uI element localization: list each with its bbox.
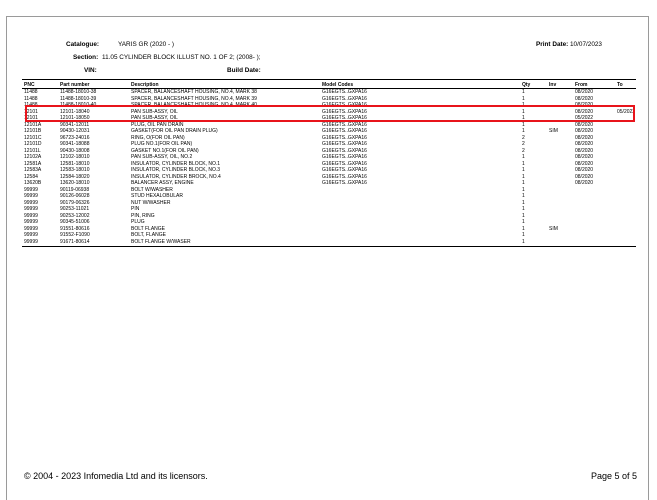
cell-from: 08/2020	[575, 121, 594, 128]
table-row	[22, 96, 636, 102]
cell-description: BOLT FLANGE W/WASER	[131, 238, 191, 245]
cell-qty: 1	[522, 160, 525, 167]
header-rule	[22, 79, 636, 80]
cell-description: SPACER, BALANCESHAFT HOUSING, NO.4, MARK 38	[131, 89, 257, 95]
cell-from: 08/2020	[575, 180, 594, 186]
cell-part-number: 96723-24016	[60, 134, 90, 141]
print-date-value: 10/07/2023	[570, 41, 602, 48]
cell-description: GASKET(FOR OIL PAN DRAIN PLUG)	[131, 128, 218, 134]
cell-from: 08/2020	[575, 154, 594, 160]
cell-qty: 1	[522, 89, 525, 95]
cell-model-codes: G16EGTS..GXPA16	[322, 95, 367, 102]
cell-description: PLUG, OIL PAN DRAIN	[131, 121, 184, 128]
section-label: Section:	[73, 54, 99, 61]
build-date-label: Build Date:	[227, 67, 261, 74]
table-row	[22, 200, 636, 206]
cell-description: PLUG	[131, 219, 145, 225]
vin-label: VIN:	[84, 67, 97, 74]
cell-pnc: 99999	[24, 212, 38, 219]
cell-description: SPACER, BALANCESHAFT HOUSING, NO.4, MARK 39	[131, 95, 257, 102]
table-row	[22, 89, 636, 95]
table-row	[22, 122, 636, 128]
cell-model-codes: G16EGTS..GXPA16	[322, 154, 367, 160]
col-inv: Inv	[549, 82, 557, 88]
col-description: Description	[131, 82, 159, 88]
cell-from: 08/2020	[575, 134, 594, 141]
cell-to: 05/2022	[617, 108, 636, 115]
cell-pnc: 11488	[24, 102, 38, 108]
cell-pnc: 12101	[24, 115, 38, 121]
col-model-codes: Model Codes	[322, 82, 354, 88]
cell-part-number: 12583-18010	[60, 167, 90, 173]
cell-part-number: 90126-06028	[60, 193, 90, 199]
cell-part-number: 11488-18010-39	[60, 95, 97, 102]
cell-pnc: 13620B	[24, 180, 42, 186]
cell-qty: 1	[522, 206, 525, 212]
table-row	[22, 154, 636, 160]
cell-qty: 1	[522, 115, 525, 121]
cell-pnc: 12101D	[24, 141, 42, 147]
table-row	[22, 187, 636, 193]
cell-description: INSULATOR, CYLINDER BROCK, NO.4	[131, 173, 221, 180]
cell-from: 08/2020	[575, 167, 594, 173]
cell-part-number: 91671-80614	[60, 238, 90, 245]
catalogue-label: Catalogue:	[66, 41, 100, 48]
cell-model-codes: G16EGTS..GXPA16	[322, 115, 367, 121]
table-row	[22, 232, 636, 238]
cell-qty: 1	[522, 225, 525, 232]
cell-from: 08/2020	[575, 102, 594, 108]
table-row	[22, 226, 636, 232]
section-value: 11.05 CYLINDER BLOCK ILLUST NO. 1 OF 2; (2008- );	[102, 54, 261, 61]
cell-qty: 1	[522, 238, 525, 245]
cell-part-number: 90253-12002	[60, 212, 90, 219]
cell-qty: 1	[522, 219, 525, 225]
cell-qty: 1	[522, 121, 525, 128]
cell-pnc: 99999	[24, 219, 38, 225]
cell-model-codes: G16EGTS..GXPA16	[322, 128, 367, 134]
cell-description: PLUG NO.1(FOR OIL PAN)	[131, 141, 193, 147]
catalogue-value: YARIS GR (2020 - )	[118, 41, 174, 48]
cell-part-number: 12581-18010	[60, 160, 90, 167]
cell-pnc: 12101C	[24, 134, 42, 141]
cell-pnc: 12102A	[24, 154, 42, 160]
cell-pnc: 11488	[24, 89, 38, 95]
cell-description: RING, O(FOR OIL PAN)	[131, 134, 185, 141]
cell-description: NUT W/WASHER	[131, 199, 171, 206]
cell-part-number: 90179-06326	[60, 199, 90, 206]
cell-description: BOLT, FLANGE	[131, 232, 166, 238]
table-row	[22, 148, 636, 154]
cell-part-number: 90345-51006	[60, 219, 90, 225]
cell-description: PAN SUB-ASSY, OIL, NO.2	[131, 154, 193, 160]
table-bottom-rule	[22, 246, 636, 247]
cell-description: PIN, RING	[131, 212, 155, 219]
cell-part-number: 90253-11021	[60, 206, 90, 212]
cell-model-codes: G16EGTS..GXPA16	[322, 134, 367, 141]
cell-pnc: 12101B	[24, 128, 42, 134]
cell-part-number: 12101-18050	[60, 115, 90, 121]
cell-pnc: 99999	[24, 186, 38, 193]
cell-inv: SIM	[549, 225, 558, 232]
cell-pnc: 12101A	[24, 121, 42, 128]
cell-description: PAN SUB-ASSY, OIL	[131, 115, 178, 121]
cell-pnc: 12101	[24, 108, 38, 115]
cell-qty: 1	[522, 232, 525, 238]
cell-qty: 1	[522, 128, 525, 134]
col-qty: Qty	[522, 82, 531, 88]
cell-part-number: 90341-18088	[60, 141, 90, 147]
cell-from: 08/2020	[575, 128, 594, 134]
cell-pnc: 12581A	[24, 160, 42, 167]
cell-model-codes: G16EGTS..GXPA16	[322, 89, 367, 95]
cell-from: 08/2020	[575, 160, 594, 167]
cell-description: BOLT FLANGE	[131, 225, 165, 232]
table-row	[22, 128, 636, 134]
cell-from: 08/2020	[575, 95, 594, 102]
table-row	[22, 167, 636, 173]
col-part-number: Part number	[60, 82, 90, 88]
cell-from: 08/2020	[575, 173, 594, 180]
cell-qty: 1	[522, 154, 525, 160]
cell-qty: 1	[522, 167, 525, 173]
cell-qty: 1	[522, 212, 525, 219]
cell-pnc: 12584	[24, 173, 38, 180]
cell-pnc: 99999	[24, 206, 38, 212]
cell-qty: 1	[522, 199, 525, 206]
cell-model-codes: G16EGTS..GXPA16	[322, 173, 367, 180]
col-pnc: PNC	[24, 82, 35, 88]
table-row	[22, 180, 636, 186]
cell-part-number: 11488-18010-40	[60, 102, 97, 108]
cell-description: BOLT W/WASHER	[131, 186, 173, 193]
cell-description: BALANCER ASSY, ENGINE	[131, 180, 194, 186]
table-row	[22, 135, 636, 141]
table-row	[22, 213, 636, 219]
table-row	[22, 161, 636, 167]
cell-qty: 1	[522, 186, 525, 193]
cell-description: STUD HEXALOBULAR	[131, 193, 183, 199]
copyright-text: © 2004 - 2023 Infomedia Ltd and its licensors.	[24, 471, 208, 481]
col-to: To	[617, 82, 623, 88]
cell-pnc: 12583A	[24, 167, 42, 173]
table-row	[22, 219, 636, 225]
table-row	[22, 206, 636, 212]
cell-qty: 2	[522, 141, 525, 147]
cell-description: GASKET NO.1(FOR OIL PAN)	[131, 147, 199, 154]
cell-part-number: 90119-06938	[60, 186, 90, 193]
cell-part-number: 12584-18020	[60, 173, 90, 180]
cell-part-number: 11488-18010-38	[60, 89, 97, 95]
cell-from: 08/2020	[575, 141, 594, 147]
cell-description: PIN	[131, 206, 140, 212]
cell-description: INSULATOR, CYLINDER BLOCK, NO.1	[131, 160, 221, 167]
cell-pnc: 99999	[24, 193, 38, 199]
cell-model-codes: G16EGTS..GXPA16	[322, 160, 367, 167]
table-row	[22, 239, 636, 245]
cell-qty: 2	[522, 147, 525, 154]
cell-qty: 1	[522, 95, 525, 102]
table-row	[22, 174, 636, 180]
cell-part-number: 12102-18010	[60, 154, 90, 160]
parts-document	[22, 36, 636, 256]
cell-pnc: 12101L	[24, 147, 41, 154]
cell-qty: 1	[522, 108, 525, 115]
cell-pnc: 99999	[24, 199, 38, 206]
cell-part-number: 90341-12011	[60, 121, 90, 128]
cell-part-number: 91551-80616	[60, 225, 90, 232]
cell-part-number: 91552-F1090	[60, 232, 90, 238]
highlight-box	[25, 105, 635, 122]
col-from: From	[575, 82, 588, 88]
cell-part-number: 12101-18040	[60, 108, 90, 115]
cell-model-codes: G16EGTS..GXPA16	[322, 108, 367, 115]
print-date-label: Print Date:	[536, 41, 569, 48]
cell-model-codes: G16EGTS..GXPA16	[322, 102, 367, 108]
cell-inv: SIM	[549, 128, 558, 134]
cell-qty: 1	[522, 180, 525, 186]
cell-pnc: 11488	[24, 95, 38, 102]
cell-pnc: 99999	[24, 238, 38, 245]
cell-model-codes: G16EGTS..GXPA16	[322, 121, 367, 128]
page-number: Page 5 of 5	[590, 471, 637, 481]
cell-qty: 1	[522, 102, 525, 108]
cell-from: 08/2020	[575, 89, 594, 95]
cell-description: SPACER, BALANCESHAFT HOUSING, NO.4, MARK 40	[131, 102, 257, 108]
cell-description: PAN SUB-ASSY, OIL	[131, 108, 178, 115]
cell-model-codes: G16EGTS..GXPA16	[322, 147, 367, 154]
table-row	[22, 193, 636, 199]
cell-description: INSULATOR, CYLINDER BLOCK, NO.3	[131, 167, 221, 173]
cell-part-number: 90430-12031	[60, 128, 90, 134]
cell-qty: 1	[522, 173, 525, 180]
cell-qty: 2	[522, 134, 525, 141]
cell-qty: 1	[522, 193, 525, 199]
cell-from: 08/2020	[575, 147, 594, 154]
cell-model-codes: G16EGTS..GXPA16	[322, 180, 367, 186]
cell-part-number: 13620-18010	[60, 180, 90, 186]
cell-pnc: 99999	[24, 232, 38, 238]
cell-model-codes: G16EGTS..GXPA16	[322, 167, 367, 173]
cell-from: 08/2020	[575, 108, 594, 115]
cell-pnc: 99999	[24, 225, 38, 232]
table-row	[22, 141, 636, 147]
cell-part-number: 90430-18008	[60, 147, 90, 154]
cell-from: 05/2022	[575, 115, 594, 121]
cell-model-codes: G16EGTS..GXPA16	[322, 141, 367, 147]
